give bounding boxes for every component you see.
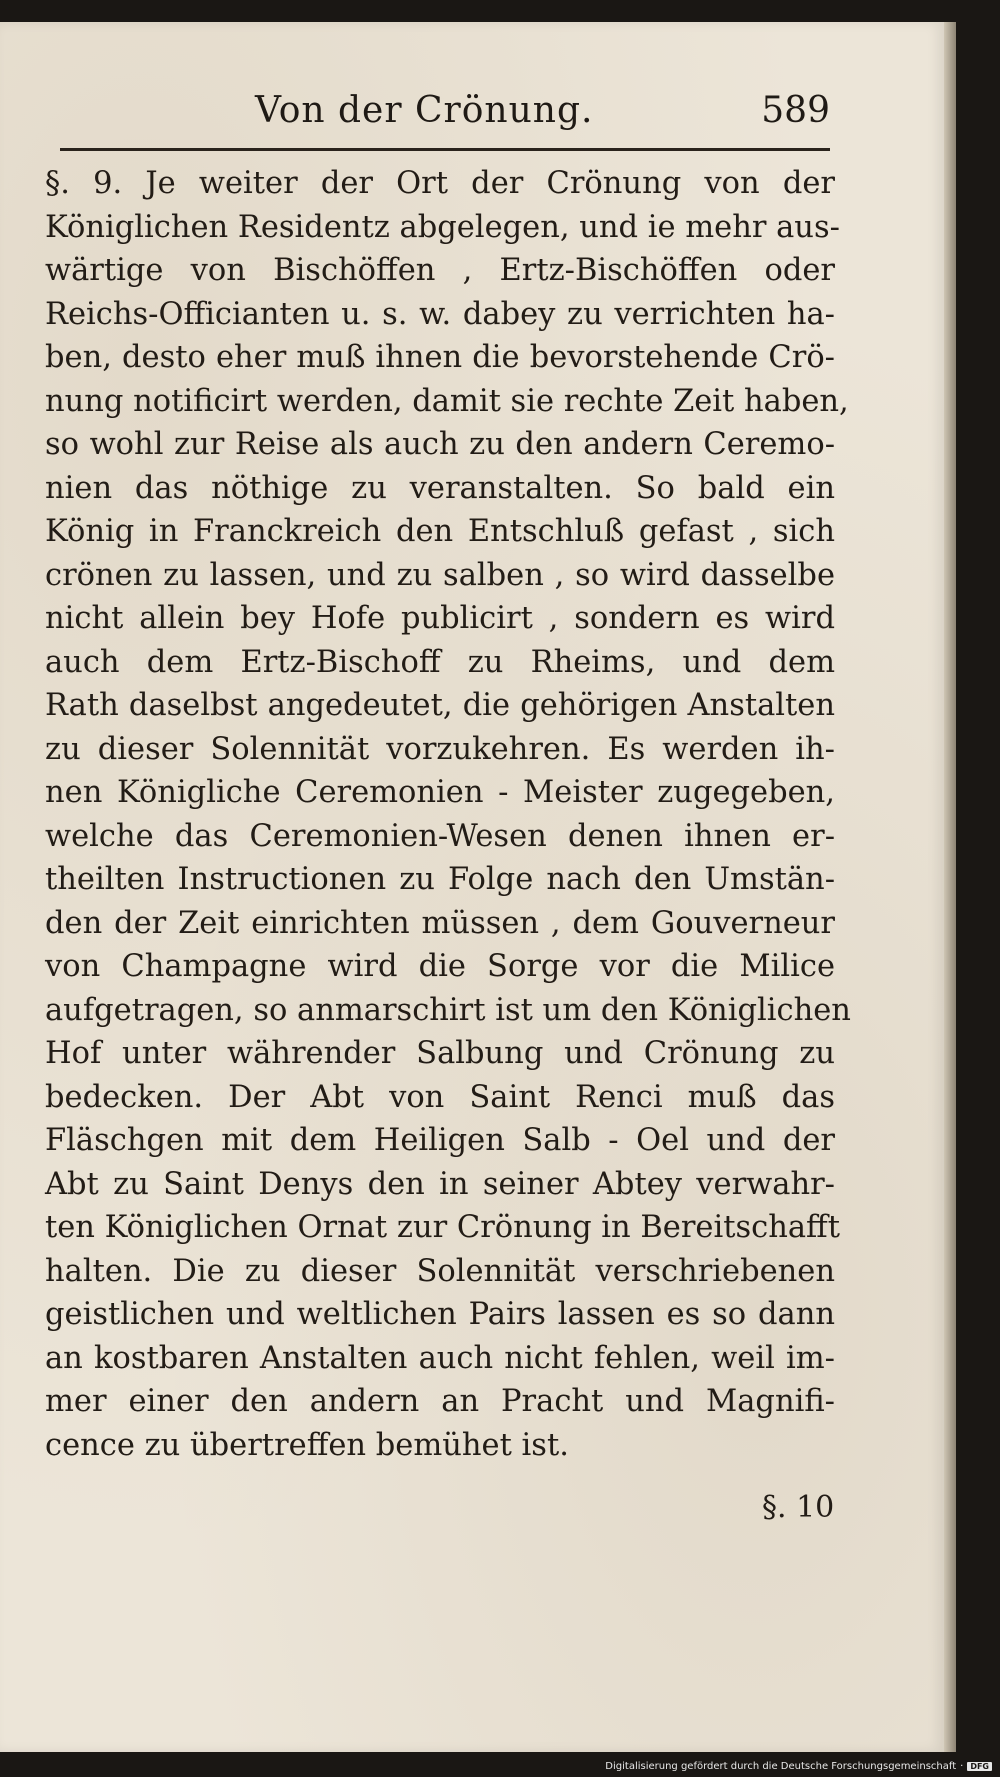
page-number: 589	[761, 90, 830, 131]
text-line: halten. Die zu dieser Solennität verschriebenen	[45, 1253, 835, 1289]
text-line: zu dieser Solennität vorzukehren. Es werden ih-	[45, 731, 835, 767]
text-line: nicht allein bey Hofe publicirt , sondern es wird	[45, 601, 835, 636]
text-line: nung notificirt werden, damit sie rechte Zeit haben,	[45, 383, 849, 419]
text-line: cence zu übertreffen bemühet ist.	[45, 1427, 569, 1463]
running-head: Von der Crönung.	[255, 90, 594, 131]
text-line: Abt zu Saint Denys den in seiner Abtey verwahr-	[45, 1166, 835, 1202]
text-line: Königlichen Residentz abgelegen, und ie mehr aus-	[45, 209, 840, 245]
text-line: von Champagne wird die Sorge vor die Milice	[45, 949, 835, 984]
text-line: welche das Ceremonien-Wesen denen ihnen er-	[45, 818, 835, 854]
text-line: nen Königliche Ceremonien - Meister zugegeben,	[45, 775, 835, 810]
text-line: Fläschgen mit dem Heiligen Salb - Oel und der	[45, 1123, 835, 1158]
text-line: König in Franckreich den Entschluß gefast , sich	[45, 514, 835, 549]
text-line: nien das nöthige zu veranstalten. So bald ein	[45, 470, 835, 506]
text-line: §. 9. Je weiter der Ort der Crönung von der	[45, 166, 835, 201]
text-line: theilten Instructionen zu Folge nach den Umstän-	[45, 862, 835, 897]
text-line: so wohl zur Reise als auch zu den andern Ceremo-	[45, 427, 835, 462]
text-line: ten Königlichen Ornat zur Crönung in Bereitschafft	[45, 1210, 840, 1245]
text-line: bedecken. Der Abt von Saint Renci muß das	[45, 1079, 835, 1115]
dfg-logo: DFG	[967, 1762, 992, 1771]
text-line: ben, desto eher muß ihnen die bevorstehende Crö-	[45, 340, 835, 375]
text-line: crönen zu lassen, und zu salben , so wird dasselbe	[45, 557, 835, 593]
page-edge	[944, 22, 956, 1752]
text-line: mer einer den andern an Pracht und Magnifi-	[45, 1384, 835, 1419]
text-line: wärtige von Bischöffen , Ertz-Bischöffen oder	[45, 253, 835, 288]
text-line: Rath daselbst angedeutet, die gehörigen Anstalten	[45, 688, 835, 723]
catchword: §. 10	[762, 1490, 835, 1525]
text-line: Hof unter währender Salbung und Crönung zu	[45, 1036, 835, 1071]
text-line: geistlichen und weltlichen Pairs lassen es so dann	[45, 1297, 835, 1332]
body-text	[45, 162, 851, 1467]
digitization-credit: Digitalisierung gefördert durch die Deutsche Forschungsgemeinschaft · DFG	[605, 1761, 992, 1772]
page-header	[60, 82, 830, 142]
text-line: an kostbaren Anstalten auch nicht fehlen, weil im-	[45, 1340, 835, 1376]
header-rule	[60, 148, 830, 151]
text-line: aufgetragen, so anmarschirt ist um den Königlichen	[45, 992, 851, 1028]
text-line: auch dem Ertz-Bischoff zu Rheims, und dem	[45, 644, 835, 680]
text-line: den der Zeit einrichten müssen , dem Gouverneur	[45, 905, 835, 941]
credit-text: Digitalisierung gefördert durch die Deutsche Forschungsgemeinschaft	[605, 1761, 957, 1772]
text-line: Reichs-Officianten u. s. w. dabey zu verrichten ha-	[45, 296, 835, 332]
